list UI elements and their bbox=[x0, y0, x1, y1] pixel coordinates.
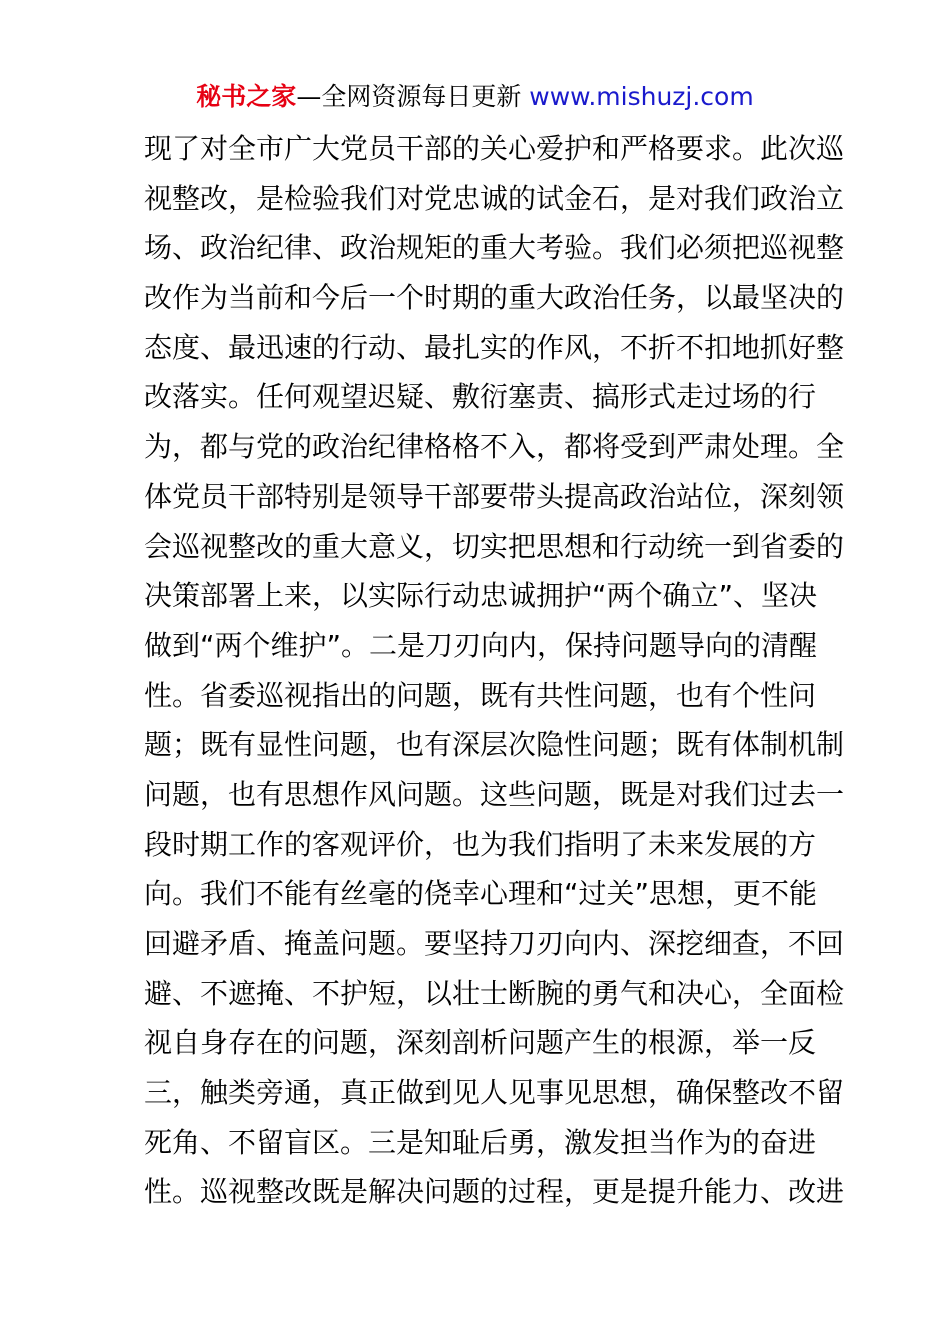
page-header bbox=[0, 80, 950, 114]
text-line: 会巡视整改的重大意义，切实把思想和行动统一到省委的 bbox=[144, 529, 845, 563]
text-line: 性。巡视整改既是解决问题的过程，更是提升能力、改进 bbox=[144, 1175, 845, 1209]
text-line: 段时期工作的客观评价，也为我们指明了未来发展的方 bbox=[144, 827, 817, 861]
text-line: 做到“两个维护”。二是刀刃向内，保持问题导向的清醒 bbox=[144, 628, 818, 662]
text-line: 态度、最迅速的行动、最扎实的作风，不折不扣地抓好整 bbox=[144, 330, 845, 364]
header-tagline: —全网资源每日更新 bbox=[296, 82, 522, 111]
text-line: 现了对全市广大党员干部的关心爱护和严格要求。此次巡 bbox=[144, 132, 845, 165]
body-text bbox=[144, 124, 845, 1217]
header-url-link[interactable]: www.mishuzj.com bbox=[529, 82, 754, 111]
header-brand: 秘书之家 bbox=[196, 82, 297, 111]
text-line: 题；既有显性问题，也有深层次隐性问题；既有体制机制 bbox=[144, 728, 845, 762]
text-line: 改落实。任何观望迟疑、敷衍塞责、搞形式走过场的行 bbox=[144, 380, 817, 414]
text-line: 视自身存在的问题，深刻剖析问题产生的根源，举一反 bbox=[144, 1026, 817, 1060]
text-line: 向。我们不能有丝毫的侥幸心理和“过关”思想，更不能 bbox=[144, 877, 818, 911]
text-line: 死角、不留盲区。三是知耻后勇，激发担当作为的奋进 bbox=[144, 1125, 817, 1159]
text-line: 为，都与党的政治纪律格格不入，都将受到严肃处理。全 bbox=[144, 430, 845, 464]
text-line: 决策部署上来，以实际行动忠诚拥护“两个确立”、坚决 bbox=[144, 579, 818, 613]
text-line: 问题，也有思想作风问题。这些问题，既是对我们过去一 bbox=[144, 777, 845, 811]
text-line: 改作为当前和今后一个时期的重大政治任务，以最坚决的 bbox=[144, 281, 845, 315]
text-line: 性。省委巡视指出的问题，既有共性问题，也有个性问 bbox=[144, 678, 817, 712]
text-line: 回避矛盾、掩盖问题。要坚持刀刃向内、深挖细查，不回 bbox=[144, 927, 845, 960]
text-line: 避、不遮掩、不护短，以壮士断腕的勇气和决心，全面检 bbox=[144, 976, 845, 1010]
text-line: 三，触类旁通，真正做到见人见事见思想，确保整改不留 bbox=[144, 1076, 845, 1110]
text-line: 视整改，是检验我们对党忠诚的试金石，是对我们政治立 bbox=[144, 181, 845, 215]
text-line: 场、政治纪律、政治规矩的重大考验。我们必须把巡视整 bbox=[144, 231, 845, 265]
text-line: 体党员干部特别是领导干部要带头提高政治站位，深刻领 bbox=[144, 479, 845, 513]
